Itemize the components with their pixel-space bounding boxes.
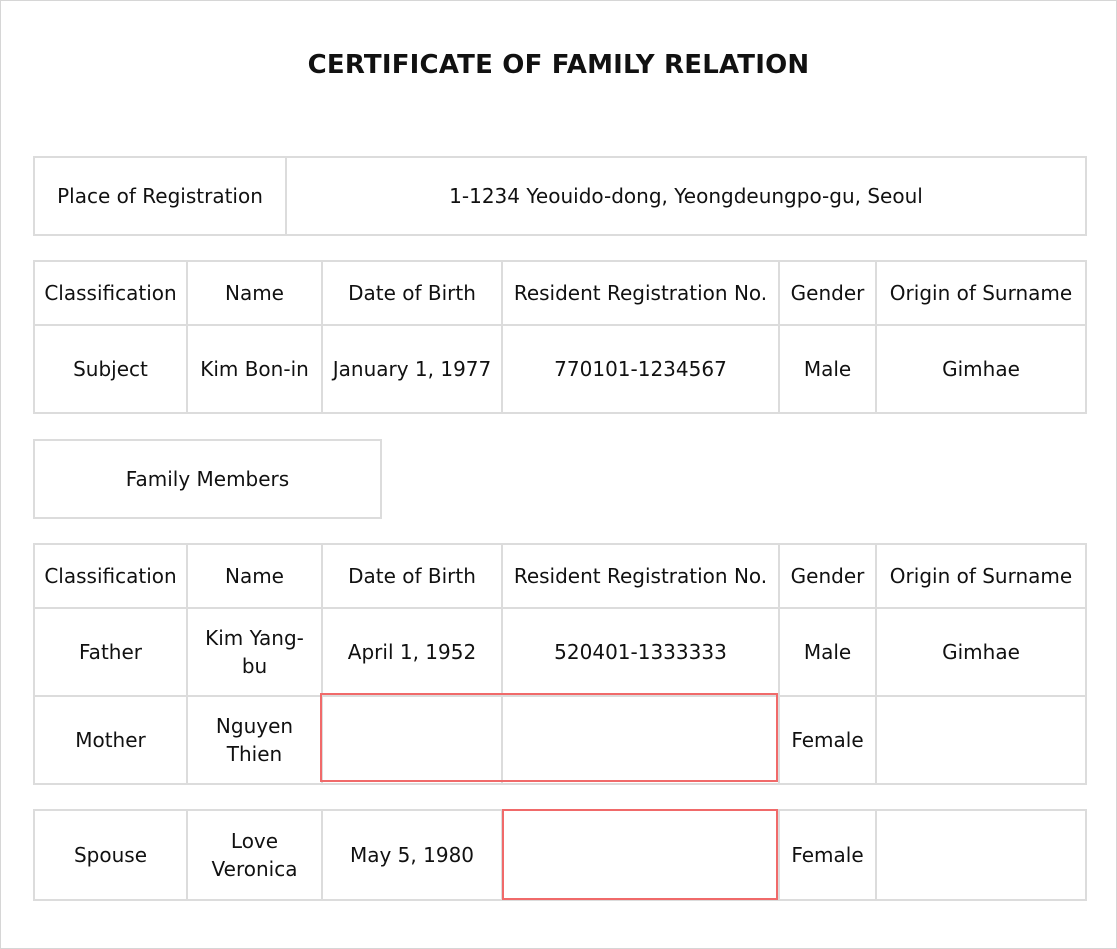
mother-name: Nguyen Thien — [187, 696, 322, 784]
subject-classification: Subject — [34, 325, 187, 413]
father-name: Kim Yang-bu — [187, 608, 322, 696]
mother-dob — [322, 696, 502, 784]
certificate-title: CERTIFICATE OF FAMILY RELATION — [307, 50, 810, 80]
father-gender: Male — [779, 608, 876, 696]
subject-gender: Male — [779, 325, 876, 413]
spouse-rrn — [502, 810, 779, 900]
father-classification: Father — [34, 608, 187, 696]
mother-rrn — [502, 696, 779, 784]
family-header-row — [34, 544, 1086, 608]
spouse-dob: May 5, 1980 — [322, 810, 502, 900]
subject-table — [33, 260, 1087, 414]
subject-rrn: 770101-1234567 — [502, 325, 779, 413]
header-classification: Classification — [34, 544, 187, 608]
header-rrn: Resident Registration No. — [502, 261, 779, 325]
family-row-mother — [34, 696, 1086, 784]
header-rrn: Resident Registration No. — [502, 544, 779, 608]
family-members-box — [33, 439, 382, 519]
spouse-classification: Spouse — [34, 810, 187, 900]
header-name: Name — [187, 261, 322, 325]
header-name: Name — [187, 544, 322, 608]
spouse-table — [33, 809, 1087, 901]
family-table — [33, 543, 1087, 785]
mother-classification: Mother — [34, 696, 187, 784]
header-gender: Gender — [779, 544, 876, 608]
subject-dob: January 1, 1977 — [322, 325, 502, 413]
spouse-name: Love Veronica — [187, 810, 322, 900]
header-classification: Classification — [34, 261, 187, 325]
registration-label: Place of Registration — [34, 157, 286, 235]
family-members-label: Family Members — [34, 440, 381, 518]
header-dob: Date of Birth — [322, 261, 502, 325]
header-dob: Date of Birth — [322, 544, 502, 608]
registration-table — [33, 156, 1087, 236]
mother-gender: Female — [779, 696, 876, 784]
subject-row — [34, 325, 1086, 413]
father-dob: April 1, 1952 — [322, 608, 502, 696]
spouse-row — [34, 810, 1086, 900]
subject-name: Kim Bon-in — [187, 325, 322, 413]
spouse-gender: Female — [779, 810, 876, 900]
registration-value: 1-1234 Yeouido-dong, Yeongdeungpo-gu, Seoul — [286, 157, 1086, 235]
father-rrn: 520401-1333333 — [502, 608, 779, 696]
family-row-father — [34, 608, 1086, 696]
header-origin: Origin of Surname — [876, 544, 1086, 608]
header-gender: Gender — [779, 261, 876, 325]
subject-header-row — [34, 261, 1086, 325]
mother-origin — [876, 696, 1086, 784]
father-origin: Gimhae — [876, 608, 1086, 696]
spouse-origin — [876, 810, 1086, 900]
registration-row — [34, 157, 1086, 235]
header-origin: Origin of Surname — [876, 261, 1086, 325]
subject-origin: Gimhae — [876, 325, 1086, 413]
